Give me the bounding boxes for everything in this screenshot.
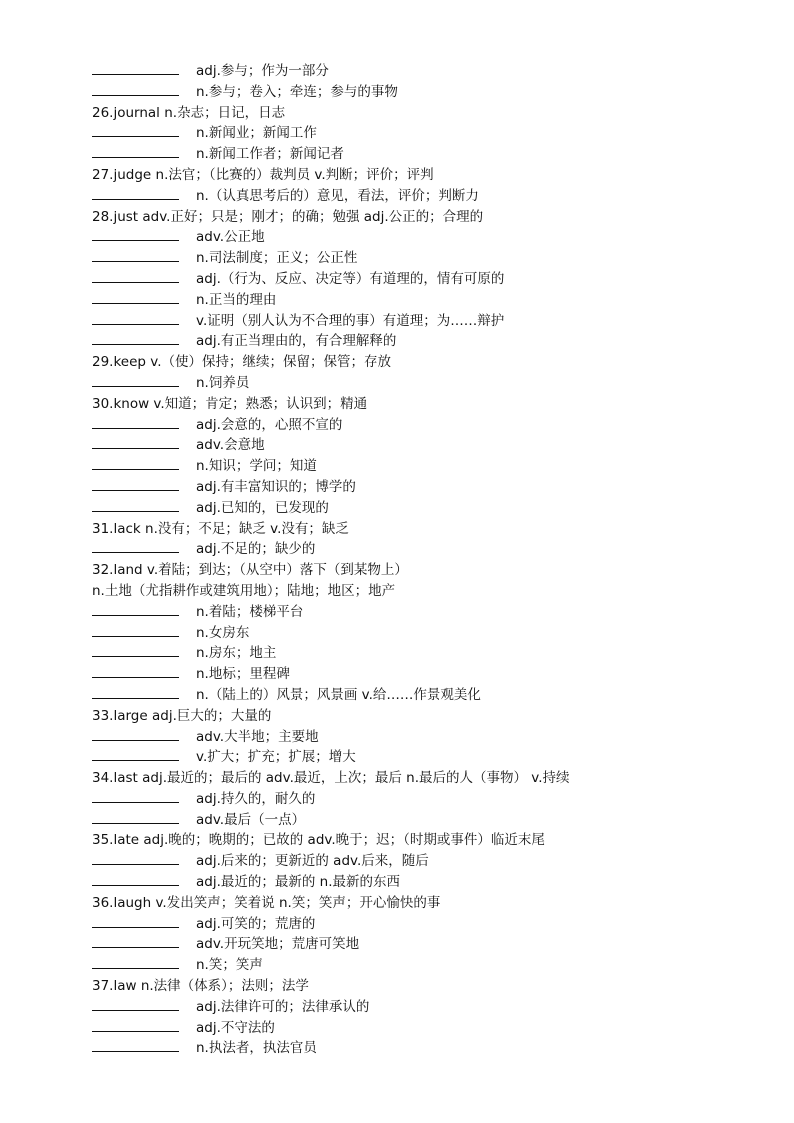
line-text: 35.late adj.晚的；晚期的；已故的 adv.晚于；迟；（时期或事件）临近末尾	[92, 832, 545, 849]
fill-in-line	[92, 82, 772, 103]
answer-blank[interactable]	[92, 61, 179, 75]
fill-in-line	[92, 311, 772, 332]
line-text: adv.会意地	[196, 437, 265, 454]
fill-in-line	[92, 123, 772, 144]
fill-in-line	[92, 1038, 772, 1059]
fill-in-line	[92, 248, 772, 269]
fill-in-line	[92, 934, 772, 955]
line-text: n.参与；卷入；牵连；参与的事物	[196, 83, 398, 100]
entry-headword-line	[92, 581, 772, 602]
line-text: adj.已知的，已发现的	[196, 499, 329, 516]
answer-blank[interactable]	[92, 664, 179, 678]
answer-blank[interactable]	[92, 789, 179, 803]
answer-blank[interactable]	[92, 123, 179, 137]
answer-blank[interactable]	[92, 685, 179, 699]
answer-blank[interactable]	[92, 498, 179, 512]
line-text: adj.可笑的；荒唐的	[196, 915, 316, 932]
answer-blank[interactable]	[92, 373, 179, 387]
line-text: n.（陆上的）风景；风景画 v.给……作景观美化	[196, 686, 481, 703]
line-text: 26.journal n.杂志；日记，日志	[92, 104, 286, 121]
line-text: 31.lack n.没有；不足；缺乏 v.没有；缺乏	[92, 520, 349, 537]
line-text: adv.大半地；主要地	[196, 728, 319, 745]
answer-blank[interactable]	[92, 955, 179, 969]
answer-blank[interactable]	[92, 144, 179, 158]
answer-blank[interactable]	[92, 914, 179, 928]
line-text: v.证明（别人认为不合理的事）有道理；为……辩护	[196, 312, 505, 329]
line-text: 30.know v.知道；肯定；熟悉；认识到；精通	[92, 395, 368, 412]
line-text: adj.（行为、反应、决定等）有道理的，情有可原的	[196, 270, 505, 287]
line-text: n.房东；地主	[196, 645, 277, 662]
answer-blank[interactable]	[92, 290, 179, 304]
fill-in-line	[92, 997, 772, 1018]
fill-in-line	[92, 664, 772, 685]
answer-blank[interactable]	[92, 539, 179, 553]
answer-blank[interactable]	[92, 872, 179, 886]
answer-blank[interactable]	[92, 602, 179, 616]
fill-in-line	[92, 1018, 772, 1039]
answer-blank[interactable]	[92, 456, 179, 470]
fill-in-line	[92, 955, 772, 976]
entry-headword-line	[92, 560, 772, 581]
answer-blank[interactable]	[92, 477, 179, 491]
answer-blank[interactable]	[92, 311, 179, 325]
fill-in-line	[92, 186, 772, 207]
line-text: n.知识；学问；知道	[196, 458, 317, 475]
line-text: adj.会意的，心照不宣的	[196, 416, 343, 433]
line-text: adj.参与；作为一部分	[196, 63, 329, 79]
line-text: adj.最近的；最新的 n.最新的东西	[196, 874, 401, 891]
line-text: n.正当的理由	[196, 291, 277, 308]
entry-headword-line	[92, 394, 772, 415]
answer-blank[interactable]	[92, 643, 179, 657]
answer-blank[interactable]	[92, 1038, 179, 1052]
entry-headword-line	[92, 893, 772, 914]
line-text: adj.不守法的	[196, 1019, 275, 1036]
answer-blank[interactable]	[92, 623, 179, 637]
answer-blank[interactable]	[92, 747, 179, 761]
answer-blank[interactable]	[92, 186, 179, 200]
fill-in-line	[92, 435, 772, 456]
line-text: n.饲养员	[196, 374, 250, 391]
fill-in-line	[92, 144, 772, 165]
vocabulary-page	[92, 61, 772, 1059]
entry-headword-line	[92, 830, 772, 851]
line-text: n.笑；笑声	[196, 957, 263, 974]
fill-in-line	[92, 747, 772, 768]
line-text: n.执法者，执法官员	[196, 1040, 317, 1057]
fill-in-line	[92, 456, 772, 477]
fill-in-line	[92, 623, 772, 644]
fill-in-line	[92, 872, 772, 893]
answer-blank[interactable]	[92, 934, 179, 948]
line-text: 29.keep v.（使）保持；继续；保留；保管；存放	[92, 354, 392, 371]
line-text: n.女房东	[196, 624, 250, 641]
line-text: 33.large adj.巨大的；大量的	[92, 707, 272, 724]
line-text: n.新闻工作者；新闻记者	[196, 146, 344, 163]
fill-in-line	[92, 498, 772, 519]
fill-in-line	[92, 477, 772, 498]
answer-blank[interactable]	[92, 269, 179, 283]
line-text: 27.judge n.法官；（比赛的）裁判员 v.判断；评价；评判	[92, 166, 434, 183]
fill-in-line	[92, 269, 772, 290]
fill-in-line	[92, 539, 772, 560]
line-text: n.土地（尤指耕作或建筑用地）；陆地；地区；地产	[92, 582, 396, 599]
fill-in-line	[92, 643, 772, 664]
answer-blank[interactable]	[92, 851, 179, 865]
line-text: n.新闻业；新闻工作	[196, 125, 317, 142]
answer-blank[interactable]	[92, 1018, 179, 1032]
line-text: adj.后来的；更新近的 adv.后来，随后	[196, 853, 429, 870]
line-text: adv.公正地	[196, 229, 265, 246]
line-text: 32.land v.着陆；到达；（从空中）落下（到某物上）	[92, 562, 408, 579]
line-text: adj.有正当理由的，有合理解释的	[196, 333, 397, 350]
answer-blank[interactable]	[92, 727, 179, 741]
fill-in-line	[92, 914, 772, 935]
line-text: adv.开玩笑地；荒唐可笑地	[196, 936, 360, 953]
line-text: 28.just adv.正好；只是；刚才；的确；勉强 adj.公正的；合理的	[92, 208, 484, 225]
fill-in-line	[92, 810, 772, 831]
entry-headword-line	[92, 352, 772, 373]
answer-blank[interactable]	[92, 227, 179, 241]
line-text: adj.持久的，耐久的	[196, 790, 316, 807]
fill-in-line	[92, 727, 772, 748]
line-text: 34.last adj.最近的；最后的 adv.最近，上次；最后 n.最后的人（事物） v.持续	[92, 770, 570, 787]
entry-headword-line	[92, 768, 772, 789]
entry-headword-line	[92, 103, 772, 124]
fill-in-line	[92, 290, 772, 311]
fill-in-line	[92, 227, 772, 248]
line-text: adj.法律许可的；法律承认的	[196, 998, 370, 1015]
entry-headword-line	[92, 976, 772, 997]
line-text: 37.law n.法律（体系）；法则；法学	[92, 978, 309, 995]
answer-blank[interactable]	[92, 810, 179, 824]
fill-in-line	[92, 602, 772, 623]
answer-blank[interactable]	[92, 435, 179, 449]
line-text: n.（认真思考后的）意见，看法，评价；判断力	[196, 187, 479, 204]
fill-in-line	[92, 331, 772, 352]
fill-in-line	[92, 685, 772, 706]
line-text: adv.最后（一点）	[196, 811, 306, 828]
fill-in-line	[92, 415, 772, 436]
vocabulary-list	[92, 61, 772, 1059]
entry-headword-line	[92, 165, 772, 186]
fill-in-line	[92, 61, 772, 82]
line-text: n.着陆；楼梯平台	[196, 603, 304, 620]
answer-blank[interactable]	[92, 331, 179, 345]
entry-headword-line	[92, 207, 772, 228]
line-text: n.地标；里程碑	[196, 666, 290, 683]
line-text: adj.有丰富知识的；博学的	[196, 478, 356, 495]
answer-blank[interactable]	[92, 248, 179, 262]
line-text: n.司法制度；正义；公正性	[196, 250, 358, 267]
fill-in-line	[92, 373, 772, 394]
entry-headword-line	[92, 706, 772, 727]
answer-blank[interactable]	[92, 82, 179, 96]
fill-in-line	[92, 789, 772, 810]
entry-headword-line	[92, 519, 772, 540]
fill-in-line	[92, 851, 772, 872]
answer-blank[interactable]	[92, 415, 179, 429]
line-text: 36.laugh v.发出笑声；笑着说 n.笑；笑声；开心愉快的事	[92, 894, 441, 911]
line-text: v.扩大；扩充；扩展；增大	[196, 749, 356, 766]
answer-blank[interactable]	[92, 997, 179, 1011]
line-text: adj.不足的；缺少的	[196, 541, 316, 558]
